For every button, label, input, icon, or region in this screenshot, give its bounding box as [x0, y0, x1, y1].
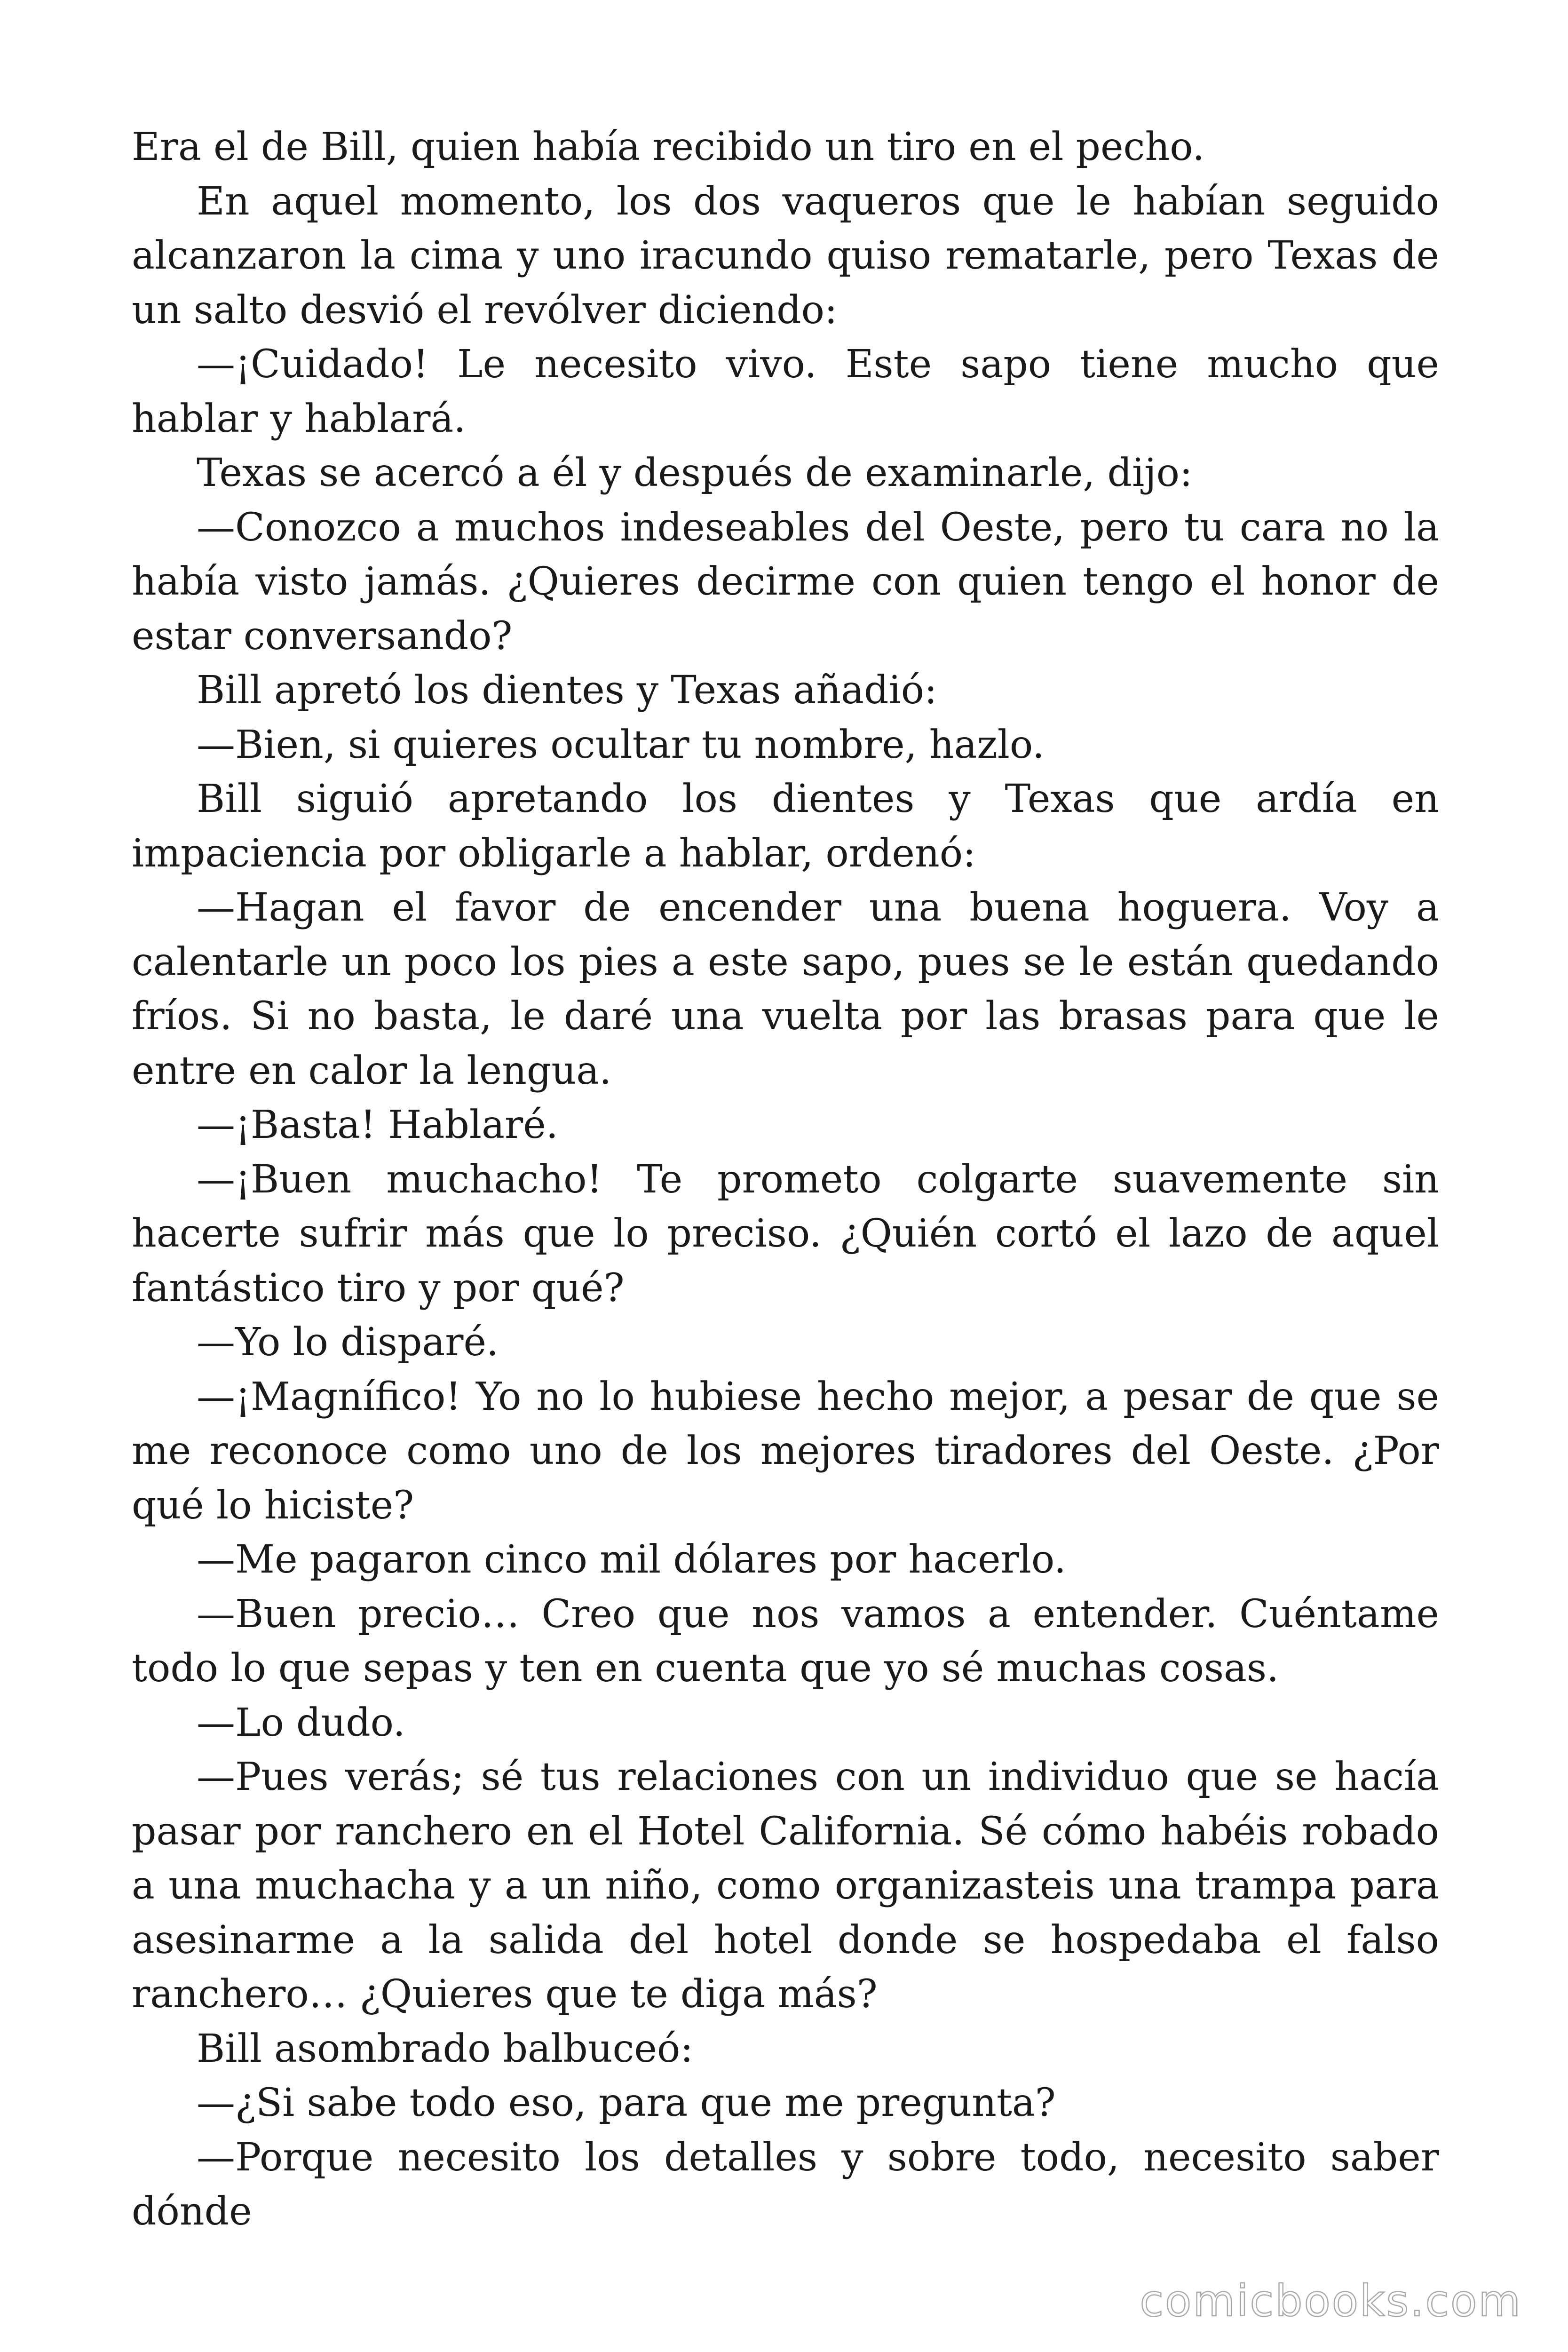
paragraph: —¡Basta! Hablaré. [197, 1103, 558, 1147]
paragraph: —¡Magnífico! Yo no lo hubiese hecho mejor, a pesar de que se me reconoce como uno de los mejores tiradores del Oeste. ¿Por qué lo hiciste? [132, 1374, 1439, 1528]
paragraph: —¡Cuidado! Le necesito vivo. Este sapo tiene mucho que hablar y hablará. [132, 342, 1439, 441]
paragraph: —Pues verás; sé tus relaciones con un individuo que se hacía pasar por ranchero en el Hotel California. Sé cómo habéis robado a una muchacha y a un niño, como organizasteis una trampa para asesinarme a la salida del hotel donde se hospedaba el falso ranchero… ¿Quieres que te diga más? [132, 1755, 1439, 2017]
paragraph: Era el de Bill, quien había recibido un tiro en el pecho. [132, 125, 1205, 169]
paragraph: Bill siguió apretando los dientes y Texas que ardía en impaciencia por obligarle a hablar, ordenó: [132, 777, 1439, 876]
paragraph: —Conozco a muchos indeseables del Oeste, pero tu cara no la había visto jamás. ¿Quieres decirme con quien tengo el honor de estar conversando? [132, 505, 1439, 659]
watermark: comicbooks.com [1140, 2276, 1522, 2326]
body-text [132, 120, 1439, 2239]
paragraph: —Buen precio… Creo que nos vamos a entender. Cuéntame todo lo que sepas y ten en cuenta que yo sé muchas cosas. [132, 1591, 1439, 1691]
paragraph: —Lo dudo. [197, 1700, 405, 1745]
paragraph: —Me pagaron cinco mil dólares por hacerlo. [197, 1537, 1066, 1582]
paragraph: Texas se acercó a él y después de examinarle, dijo: [197, 451, 1193, 495]
paragraph: —Hagan el favor de encender una buena hoguera. Voy a calentarle un poco los pies a este sapo, pues se le están quedando fríos. Si no basta, le daré una vuelta por las brasas para que le entre en calor la lengua. [132, 885, 1439, 1093]
paragraph: —Yo lo disparé. [197, 1320, 499, 1365]
paragraph: Bill asombrado balbuceó: [197, 2026, 693, 2071]
paragraph: En aquel momento, los dos vaqueros que le habían seguido alcanzaron la cima y uno iracundo quiso rematarle, pero Texas de un salto desvió el revólver diciendo: [132, 179, 1439, 333]
paragraph: —¡Buen muchacho! Te prometo colgarte suavemente sin hacerte sufrir más que lo preciso. ¿Quién cortó el lazo de aquel fantástico tiro y por qué? [132, 1157, 1439, 1311]
paragraph: —¿Si sabe todo eso, para que me pregunta? [197, 2081, 1056, 2125]
paragraph: Bill apretó los dientes y Texas añadió: [197, 668, 937, 713]
paragraph: —Bien, si quieres ocultar tu nombre, hazlo. [197, 722, 1045, 767]
paragraph: —Porque necesito los detalles y sobre todo, necesito saber dónde [132, 2135, 1439, 2234]
